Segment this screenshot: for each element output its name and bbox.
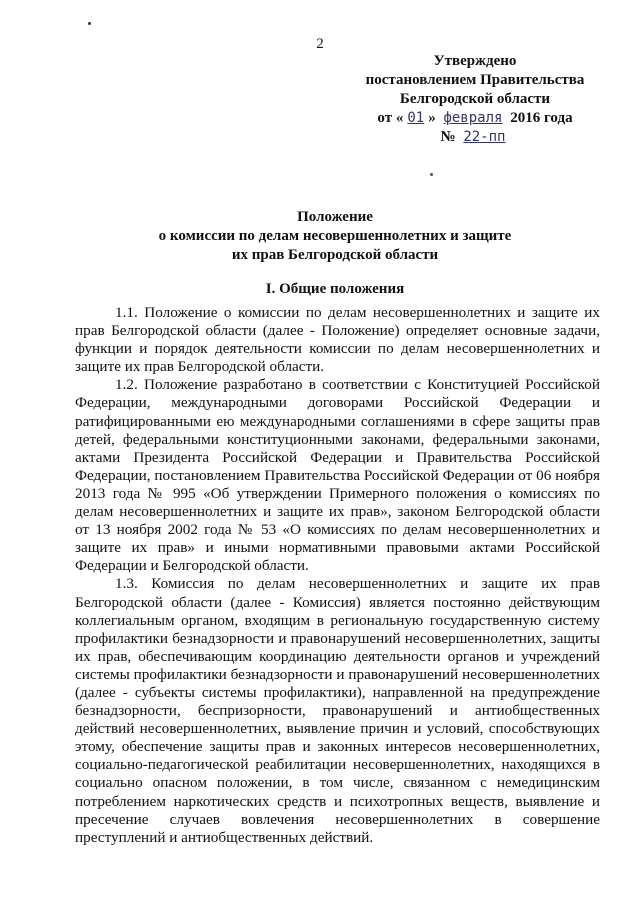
approval-date — [330, 109, 620, 128]
approval-line: Утверждено — [433, 53, 517, 69]
number-prefix: № — [440, 129, 456, 145]
page-number: 2 — [316, 36, 324, 52]
scan-speck — [430, 173, 433, 176]
title-line: Положение — [297, 209, 373, 225]
date-mid: » — [428, 110, 436, 126]
number-value: 22-пп — [463, 129, 506, 145]
approval-number — [330, 128, 620, 147]
document-title — [60, 208, 610, 265]
date-month: февраля — [443, 110, 503, 126]
scan-speck — [88, 22, 91, 25]
approval-line: постановлением Правительства — [365, 72, 585, 88]
paragraph: 1.3. Комиссия по делам несовершеннолетних и защите их прав Белгородской области (далее - Комиссия) является постоянно действующим коллегиальным органом, входящим в региональную государственную систему профилактики безнадзорности и правонарушений несовершеннолетних, защиты их прав, обеспечивающим координацию деятельности органов и учреждений системы профилактики безнадзорности и правонарушений несовершеннолетних (далее - субъекты системы профилактики), направленной на предупреждение безнадзорности, беспризорности, правонарушений и антиобщественных действий несовершеннолетних, выявление причин и условий, способствующих этому, обеспечение защиты прав и законных интересов несовершеннолетних, социально-педагогической реабилитации несовершеннолетних, находящихся в социально опасном положении, в том числе, связанном с немедицинским потреблением наркотических средств и психотропных веществ, выявление и пресечение случаев вовлечения несовершеннолетних в совершение преступлений и антиобщественных действий. — [75, 575, 600, 846]
title-line: о комиссии по делам несовершеннолетних и защите — [158, 228, 512, 244]
section-heading: I. Общие положения — [265, 281, 405, 297]
approval-stamp-block — [330, 52, 620, 147]
date-prefix: от « — [377, 110, 404, 126]
paragraph: 1.1. Положение о комиссии по делам несовершеннолетних и защите их прав Белгородской области (далее - Положение) определяет основные задачи, функции и порядок деятельности комиссии по делам несовершеннолетних и защите их прав Белгородской области. — [75, 304, 600, 376]
date-day: 01 — [407, 110, 425, 126]
approval-line: Белгородской области — [399, 91, 551, 107]
paragraph: 1.2. Положение разработано в соответствии с Конституцией Российской Федерации, международными договорами Российской Федерации и ратифицированными ею международными соглашениями в сфере защиты прав детей, федеральными конституционными законами, федеральными законами, актами Президента Российской Федерации и Правительства Российской Федерации, постановлением Правительства Российской Федерации от 06 ноября 2013 года № 995 «Об утверждении Примерного положения о комиссиях по делам несовершеннолетних и защите их прав», законом Белгородской области от 13 ноября 2002 года № 53 «О комиссиях по делам несовершеннолетних и защите их прав» и иными нормативными правовыми актами Российской Федерации и Белгородской области. — [75, 376, 600, 575]
body-text — [75, 304, 600, 847]
title-line: их прав Белгородской области — [231, 247, 439, 263]
date-year: 2016 года — [510, 110, 573, 126]
